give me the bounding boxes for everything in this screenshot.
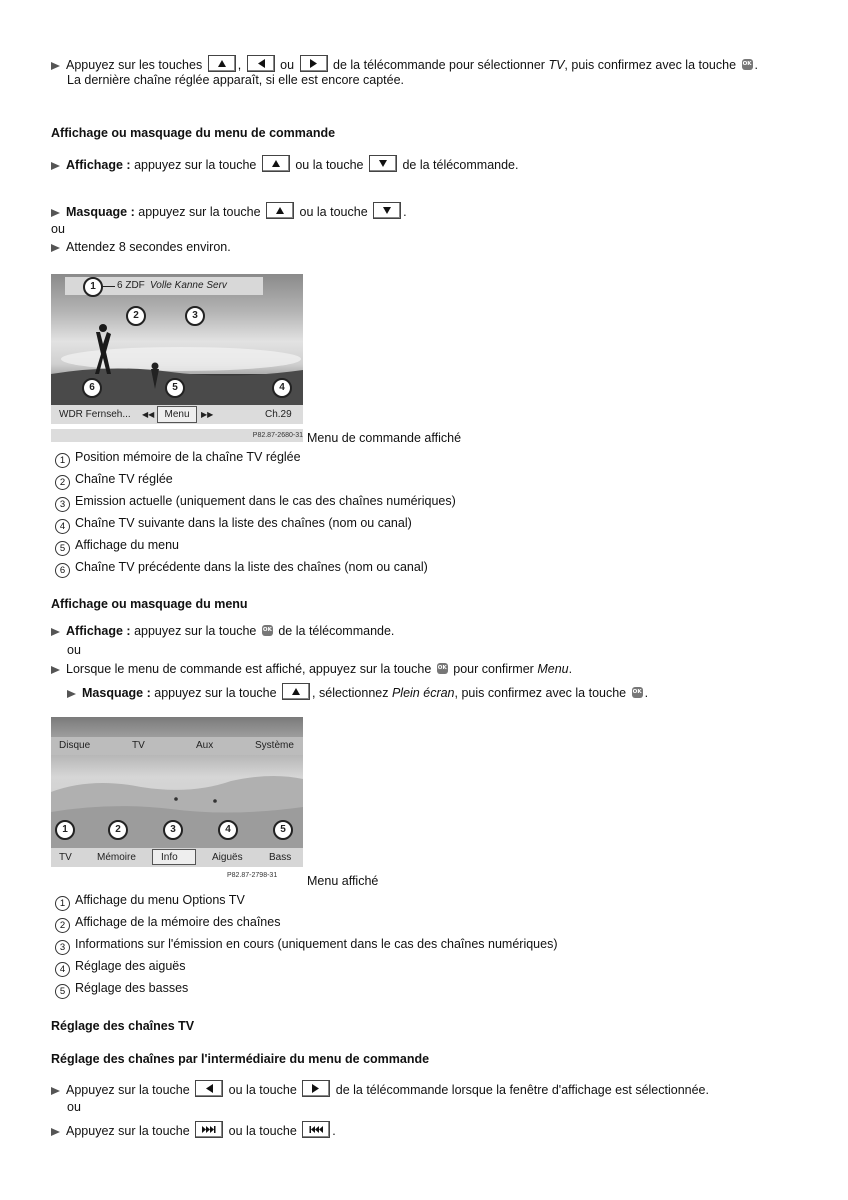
callout-3: 3: [163, 820, 183, 840]
or-text: ou: [51, 222, 65, 236]
bullet-arrow-icon: [51, 666, 60, 674]
text: Attendez 8 secondes environ.: [66, 240, 231, 254]
legend-item: 2 Affichage de la mémoire des chaînes: [55, 915, 280, 933]
section-subheading: Réglage des chaînes par l'intermédiaire du menu de commande: [51, 1052, 430, 1066]
text: de la télécommande pour sélectionner: [333, 58, 545, 72]
figure-caption: Menu de commande affiché: [307, 431, 462, 445]
affichage-line: [51, 155, 518, 172]
ok-key-icon: OK: [742, 59, 753, 70]
option-memoire[interactable]: Mémoire: [97, 852, 136, 863]
text: Masquage :: [66, 205, 135, 219]
intro-line-2: La dernière chaîne réglée apparaît, si elle est encore captée.: [67, 73, 405, 87]
text: Appuyez sur la touche: [66, 1124, 190, 1138]
prev-channel[interactable]: WDR Fernseh...: [59, 409, 131, 420]
text: Affichage :: [66, 624, 131, 638]
options-bar: [51, 848, 303, 867]
command-bar: [51, 405, 303, 424]
text: ou la touche: [295, 158, 364, 172]
main-menu-bar: [51, 737, 303, 755]
callout-2: 2: [108, 820, 128, 840]
text: de la télécommande.: [402, 158, 519, 172]
option-aigues[interactable]: Aiguës: [212, 852, 243, 863]
text: pour confirmer: [453, 662, 534, 676]
or-text: ou: [67, 643, 81, 657]
tv-screen-command-menu: [51, 274, 303, 424]
skip-back-icon[interactable]: ◀◀: [142, 410, 155, 419]
up-key-icon: [266, 202, 294, 219]
text: appuyez sur la touche: [134, 158, 257, 172]
legend-item: 5 Réglage des basses: [55, 981, 188, 999]
option-bass[interactable]: Bass: [269, 852, 292, 863]
callout-6: 6: [82, 378, 102, 398]
section-heading: Affichage ou masquage du menu de commande: [51, 126, 336, 140]
lorsque-line: [51, 662, 572, 676]
left-key-icon: [247, 55, 275, 72]
menu-button[interactable]: Menu: [157, 406, 197, 423]
legend-item: 1 Affichage du menu Options TV: [55, 893, 245, 911]
right-key-icon: [302, 1080, 330, 1097]
figure-caption: Menu affiché: [307, 874, 379, 888]
text: ou: [280, 58, 295, 72]
text: .: [568, 662, 573, 676]
image-code: P82.87-2798-31: [227, 872, 278, 879]
text: ou la touche: [228, 1124, 297, 1138]
callout-2: 2: [126, 306, 146, 326]
ok-key-icon: OK: [437, 663, 448, 674]
text: .: [332, 1124, 336, 1138]
up-key-icon: [208, 55, 236, 72]
text: .: [754, 58, 759, 72]
down-key-icon: [373, 202, 401, 219]
text: Appuyez sur la touche: [66, 1083, 190, 1097]
menu-systeme[interactable]: Système: [255, 740, 294, 751]
down-key-icon: [369, 155, 397, 172]
skip-forward-icon[interactable]: ▶▶: [201, 410, 214, 419]
bullet-arrow-icon: [51, 244, 60, 252]
callout-3: 3: [185, 306, 205, 326]
attendez-line: [51, 240, 231, 254]
callout-1: 1: [55, 820, 75, 840]
up-key-icon: [262, 155, 290, 172]
section-heading: Affichage ou masquage du menu: [51, 597, 248, 611]
text: , puis confirmez avec la touche: [454, 686, 627, 700]
callout-5: 5: [165, 378, 185, 398]
text: TV: [548, 58, 565, 72]
image-code: P82.87-2680-31: [51, 429, 303, 442]
left-key-icon: [195, 1080, 223, 1097]
masquage-line: [51, 202, 407, 219]
legend-item: 2 Chaîne TV réglée: [55, 472, 173, 490]
text: ou la touche: [228, 1083, 297, 1097]
text: , puis confirmez avec la touche: [564, 58, 737, 72]
text: Masquage :: [82, 686, 151, 700]
menu-tv[interactable]: TV: [132, 740, 145, 751]
callout-1: 1: [83, 277, 103, 297]
or-text: ou: [67, 1100, 81, 1114]
text: appuyez sur la touche: [138, 205, 261, 219]
bullet-arrow-icon: [51, 1087, 60, 1095]
tv-screen-main-menu: [51, 717, 303, 867]
next-channel[interactable]: Ch.29: [265, 409, 292, 420]
menu-aux[interactable]: Aux: [196, 740, 214, 751]
callout-4: 4: [272, 378, 292, 398]
ok-key-icon: OK: [262, 625, 273, 636]
skip-forward-key-icon: [195, 1121, 223, 1138]
option-tv[interactable]: TV: [59, 852, 72, 863]
instruction-line: [51, 1080, 709, 1097]
legend-item: 6 Chaîne TV précédente dans la liste des chaînes (nom ou canal): [55, 560, 428, 578]
text: .: [403, 205, 407, 219]
up-key-icon: [282, 683, 310, 700]
bullet-arrow-icon: [51, 628, 60, 636]
right-key-icon: [300, 55, 328, 72]
text: de la télécommande.: [278, 624, 395, 638]
legend-item: 4 Réglage des aiguës: [55, 959, 186, 977]
text: Lorsque le menu de commande est affiché, appuyez sur la touche: [66, 662, 432, 676]
callout-5: 5: [273, 820, 293, 840]
instruction-line: [51, 1121, 336, 1138]
masquage-line: [67, 683, 648, 700]
bullet-arrow-icon: [67, 690, 76, 698]
bullet-arrow-icon: [51, 1128, 60, 1136]
text: Appuyez sur les touches: [66, 58, 203, 72]
text: ou la touche: [299, 205, 368, 219]
legend-item: 3 Emission actuelle (uniquement dans le cas des chaînes numériques): [55, 494, 456, 512]
section-heading: Réglage des chaînes TV: [51, 1019, 195, 1033]
callout-4: 4: [218, 820, 238, 840]
text: Affichage :: [66, 158, 131, 172]
text: Plein écran: [391, 686, 455, 700]
menu-disque[interactable]: Disque: [59, 740, 91, 751]
intro-line-1: [51, 55, 758, 72]
text: Menu: [537, 662, 569, 676]
text: de la télécommande lorsque la fenêtre d'affichage est sélectionnée.: [335, 1083, 709, 1097]
channel-name: 6 ZDF: [117, 280, 145, 291]
bullet-arrow-icon: [51, 209, 60, 217]
bullet-arrow-icon: [51, 62, 60, 70]
skip-back-key-icon: [302, 1121, 330, 1138]
text: ,: [237, 58, 242, 72]
option-info[interactable]: Info: [152, 849, 196, 865]
legend-item: 1 Position mémoire de la chaîne TV réglée: [55, 450, 301, 468]
legend-item: 3 Informations sur l'émission en cours (uniquement dans le cas des chaînes numériques): [55, 937, 558, 955]
affichage-line: [51, 624, 394, 638]
ok-key-icon: OK: [632, 687, 643, 698]
legend-item: 5 Affichage du menu: [55, 538, 179, 556]
bullet-arrow-icon: [51, 162, 60, 170]
text: .: [644, 686, 649, 700]
text: , sélectionnez: [312, 686, 389, 700]
text: appuyez sur la touche: [154, 686, 277, 700]
legend-item: 4 Chaîne TV suivante dans la liste des chaînes (nom ou canal): [55, 516, 412, 534]
text: appuyez sur la touche: [134, 624, 257, 638]
program-name: Volle Kanne Serv: [150, 280, 227, 291]
